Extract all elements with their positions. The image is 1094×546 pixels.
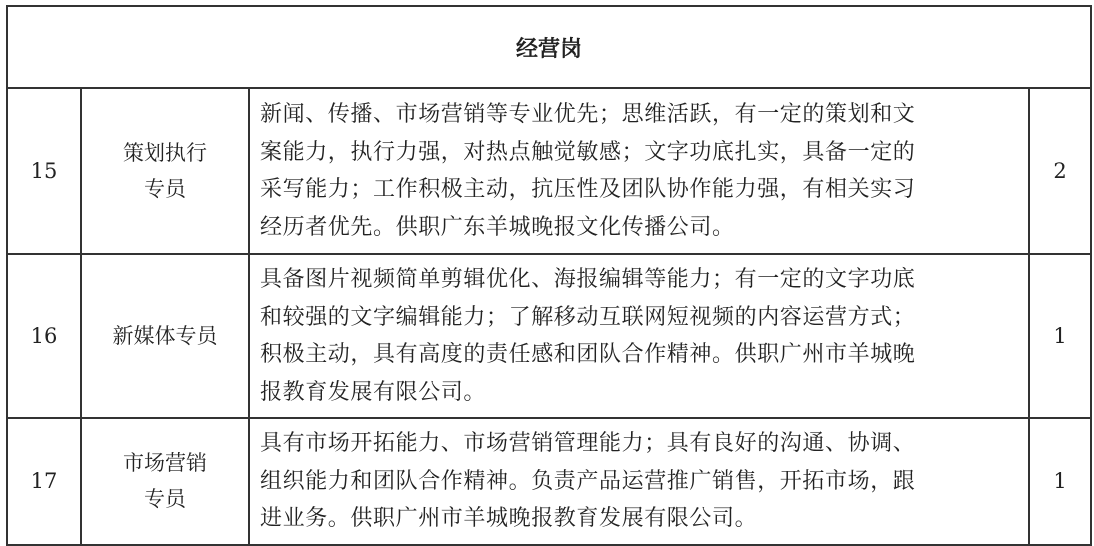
headcount: 1 xyxy=(1029,254,1091,418)
row-number: 15 xyxy=(7,88,81,254)
position-name xyxy=(81,254,249,418)
position-line: 策划执行 xyxy=(123,141,207,165)
description-line: 具有市场开拓能力、市场营销管理能力；具有良好的沟通、协调、 xyxy=(260,431,916,456)
description-line: 进业务。供职广州市羊城晚报教育发展有限公司。 xyxy=(260,506,758,531)
headcount: 1 xyxy=(1029,418,1091,545)
table-row xyxy=(7,88,1091,254)
position-line: 专员 xyxy=(144,177,186,201)
job-description xyxy=(249,88,1029,254)
position-line: 新媒体专员 xyxy=(112,324,218,348)
description-line: 新闻、传播、市场营销等专业优先；思维活跃，有一定的策划和文 xyxy=(260,102,916,127)
description-line: 和较强的文字编辑能力；了解移动互联网短视频的内容运营方式； xyxy=(260,304,916,330)
row-number: 16 xyxy=(7,254,81,418)
description-line: 报教育发展有限公司。 xyxy=(260,379,487,405)
position-line: 市场营销 xyxy=(123,451,207,476)
job-description xyxy=(249,254,1029,418)
position-name xyxy=(81,88,249,254)
description-line: 案能力，执行力强，对热点触觉敏感；文字功底扎实，具备一定的 xyxy=(260,139,916,165)
description-line: 积极主动，具有高度的责任感和团队合作精神。供职广州市羊城晚 xyxy=(260,342,916,367)
description-line: 具备图片视频简单剪辑优化、海报编辑等能力；有一定的文字功底 xyxy=(260,267,916,292)
section-title: 经营岗 xyxy=(7,6,1091,88)
table-row xyxy=(7,418,1091,545)
description-line: 经历者优先。供职广东羊城晚报文化传播公司。 xyxy=(260,214,735,240)
headcount: 2 xyxy=(1029,88,1091,254)
table-row xyxy=(7,254,1091,418)
position-name xyxy=(81,418,249,545)
description-line: 采写能力；工作积极主动，抗压性及团队协作能力强，有相关实习 xyxy=(260,177,916,202)
section-header-row xyxy=(7,6,1091,88)
job-table xyxy=(6,5,1092,546)
position-line: 专员 xyxy=(144,487,186,512)
description-line: 组织能力和团队合作精神。负责产品运营推广销售，开拓市场，跟 xyxy=(260,468,916,494)
job-description xyxy=(249,418,1029,545)
row-number: 17 xyxy=(7,418,81,545)
